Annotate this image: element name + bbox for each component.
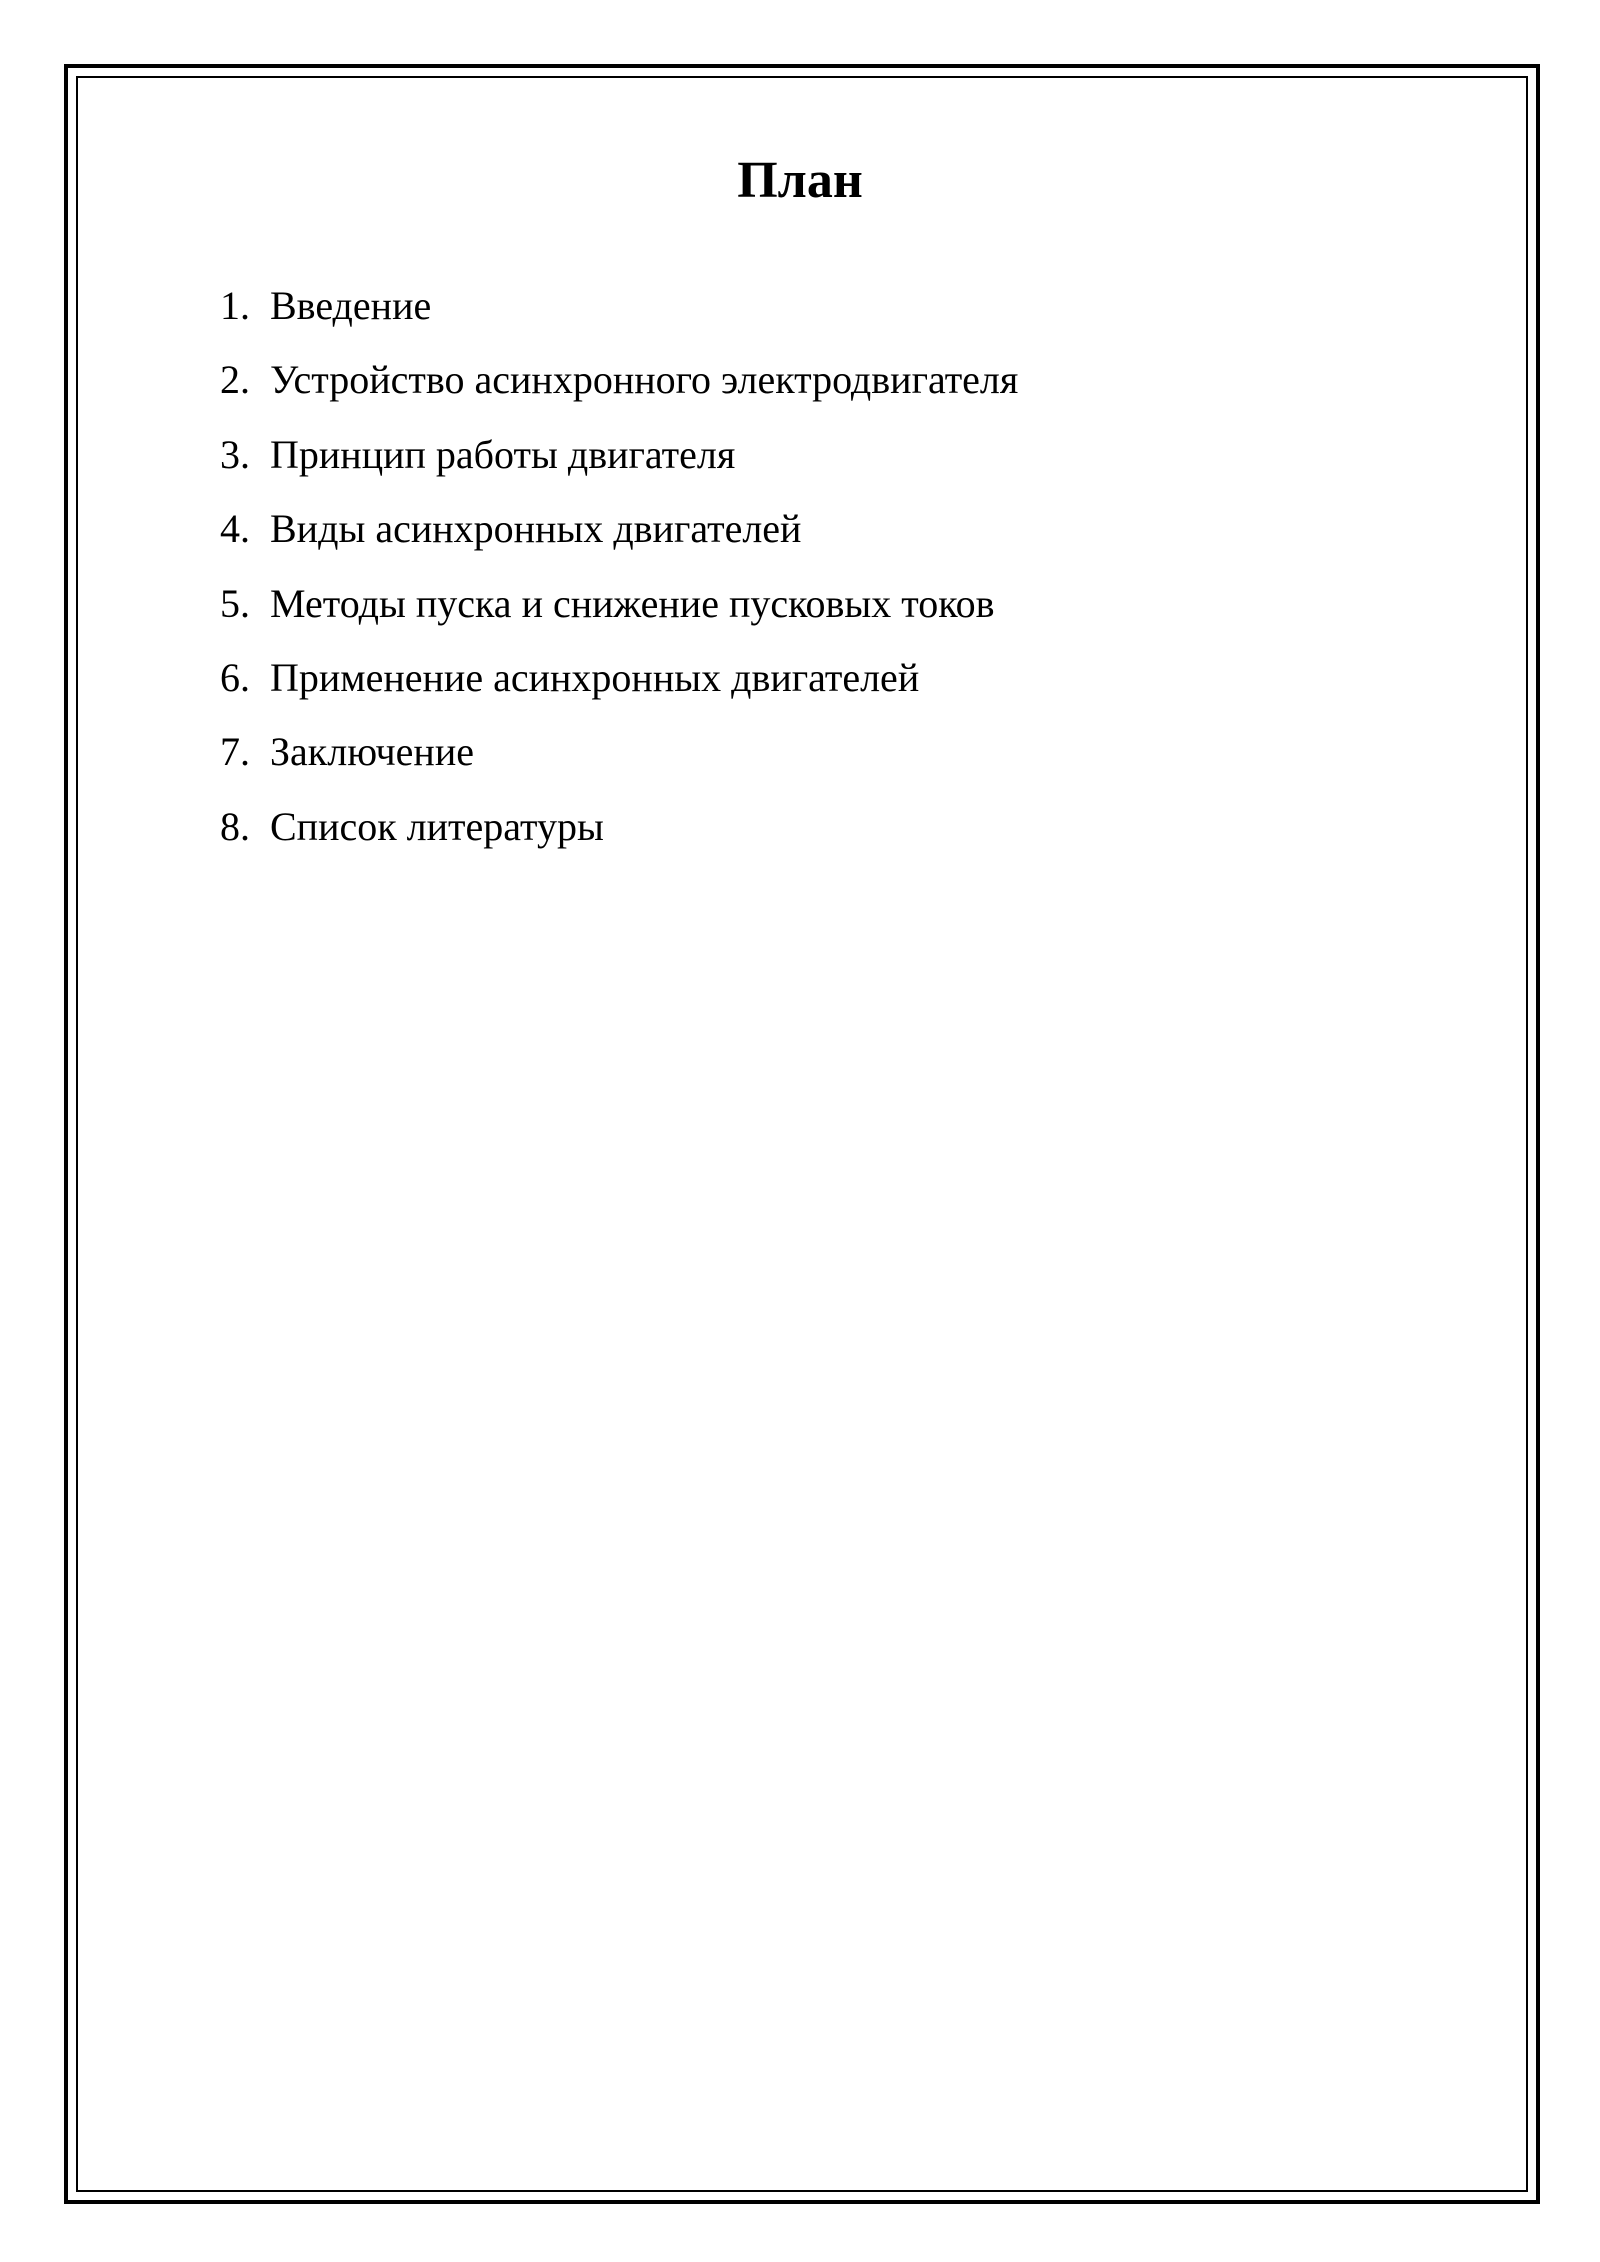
list-item — [220, 803, 1018, 877]
list-item-text: Устройство асинхронного электродвигателя — [270, 357, 1019, 403]
list-item-number: 8. — [220, 803, 250, 849]
list-item-text: Методы пуска и снижение пусковых токов — [270, 580, 995, 626]
list-item-number: 5. — [220, 580, 250, 626]
plan-list — [220, 282, 1018, 877]
list-item — [220, 728, 1018, 802]
list-item — [220, 431, 1018, 505]
list-item-number: 2. — [220, 357, 250, 403]
list-item-text: Введение — [270, 283, 432, 328]
list-item — [220, 654, 1018, 728]
list-item-text: Принцип работы двигателя — [270, 431, 736, 477]
list-item-text: Заключение — [270, 729, 474, 775]
list-item-number: 1. — [220, 283, 250, 328]
list-item-text: Применение асинхронных двигателей — [270, 654, 920, 700]
list-item-text: Список литературы — [270, 803, 604, 849]
list-item-number: 3. — [220, 431, 250, 477]
list-item — [220, 505, 1018, 579]
list-item — [220, 580, 1018, 654]
list-item — [220, 282, 1018, 356]
list-item-text: Виды асинхронных двигателей — [270, 506, 802, 552]
list-item-number: 4. — [220, 506, 250, 552]
list-item-number: 6. — [220, 654, 250, 700]
list-item-number: 7. — [220, 729, 250, 775]
list-item — [220, 356, 1018, 430]
page-title: План — [737, 152, 863, 209]
